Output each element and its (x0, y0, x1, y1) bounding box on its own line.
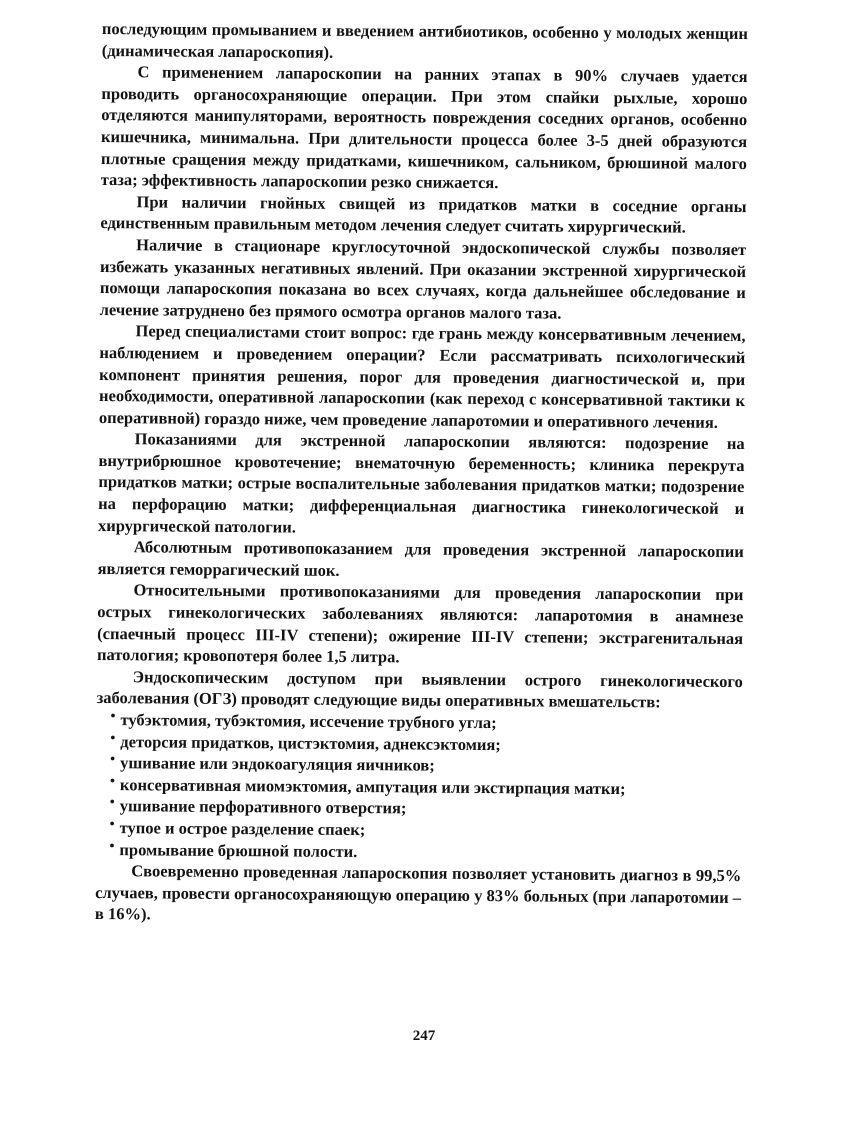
list-item-text: ушивание или эндокоагуляция яичников; (120, 753, 435, 775)
paragraph-continuation: последующим промыванием и введением антибиотиков, особенно у молодых женщин (динамическая лапароскопия). (101, 18, 748, 62)
list-item-text: деторсия придатков, цистэктомия, аднексэктомия; (120, 731, 501, 754)
list-item-text: ушивание перфоративного отверстия; (119, 796, 407, 818)
paragraph-indications: Показаниями для экстренной лапароскопии являются: подозрение на внутрибрюшное кровотечение; внематочную беременность; клиника перекрута придатков матки; острые воспалительные заболевания придатков матки; подозрение на перфорацию матки; дифференциальная диагностика гинекологической и хирургической патологии. (97, 429, 745, 537)
bullet-icon: • (109, 817, 115, 833)
list-item-text: тубэктомия, тубэктомия, иссечение трубного угла; (120, 710, 497, 733)
bullet-icon: • (109, 838, 115, 854)
paragraph-purulent-fistulas: При наличии гнойных свищей из придатков матки в соседние органы единственным правильным методом лечения следует считать хирургический. (100, 192, 747, 237)
paragraph-timely-laparoscopy: Своевременно проведенная лапароскопия позволяет установить диагноз в 99,5% случаев, провести органосохраняющую операцию у 83% больных (при лапаротомии – в 16%). (94, 861, 742, 924)
paragraph-endoscopic-interventions: Эндоскопическим доступом при выявлении острого гинекологического заболевания (ОГЗ) проводят следующие виды оперативных вмешательств: (96, 667, 743, 712)
page-text (95, 18, 748, 930)
bullet-icon: • (110, 730, 116, 746)
interventions-list (95, 709, 742, 865)
paragraph-endoscopic-service: Наличие в стационаре круглосуточной эндоскопической службы позволяет избежать указанных негативных явлений. При оказании экстренной хирургической помощи лапароскопия показана во всех случаях, когда дальнейшее обследование и лечение затруднено без прямого осмотра органов малого таза. (99, 235, 747, 323)
paragraph-absolute-contraindication: Абсолютным противопоказанием для проведения экстренной лапароскопии является геморрагический шок. (97, 537, 744, 580)
bullet-icon: • (109, 795, 115, 811)
paragraph-organ-preserving: С применением лапароскопии на ранних этапах в 90% случаев удается проводить органосохраняющие операции. При этом спайки рыхлые, хорошо отделяются манипуляторами, вероятность повреждения соседних органов, особенно кишечника, минимальна. При длительности процесса более 3-5 дней образуются плотные сращения между придатками, кишечником, сальником, брюшиной малого таза; эффективность лапароскопии резко снижается. (100, 62, 748, 193)
bullet-icon: • (109, 773, 115, 789)
page-number: 247 (412, 1028, 436, 1044)
list-item-text: тупое и острое разделение спаек; (119, 818, 366, 840)
paragraph-decision-threshold: Перед специалистами стоит вопрос: где грань между консервативным лечением, наблюдением и проведением операции? Если рассматривать психологический компонент принятия решения, порог для проведения диагностической и, при необходимости, оперативной лапароскопии (как переход с консервативной тактики к оперативной) гораздо ниже, чем проведение лапаротомии и оперативного лечения. (98, 321, 746, 432)
list-item-text: консервативная миомэктомия, ампутация или экстирпация матки; (119, 774, 626, 798)
list-item-text: промывание брюшной полости. (119, 839, 358, 861)
bullet-icon: • (110, 752, 116, 768)
bullet-icon: • (110, 709, 116, 725)
paragraph-relative-contraindications: Относительными противопоказаниями для проведения лапароскопии при острых гинекологических заболеваниях являются: лапаротомия в анамнезе (спаечный процесс III-IV степени); ожирение III-IV степени; экстрагенитальная патология; кровопотеря более 1,5 литра. (96, 580, 744, 667)
